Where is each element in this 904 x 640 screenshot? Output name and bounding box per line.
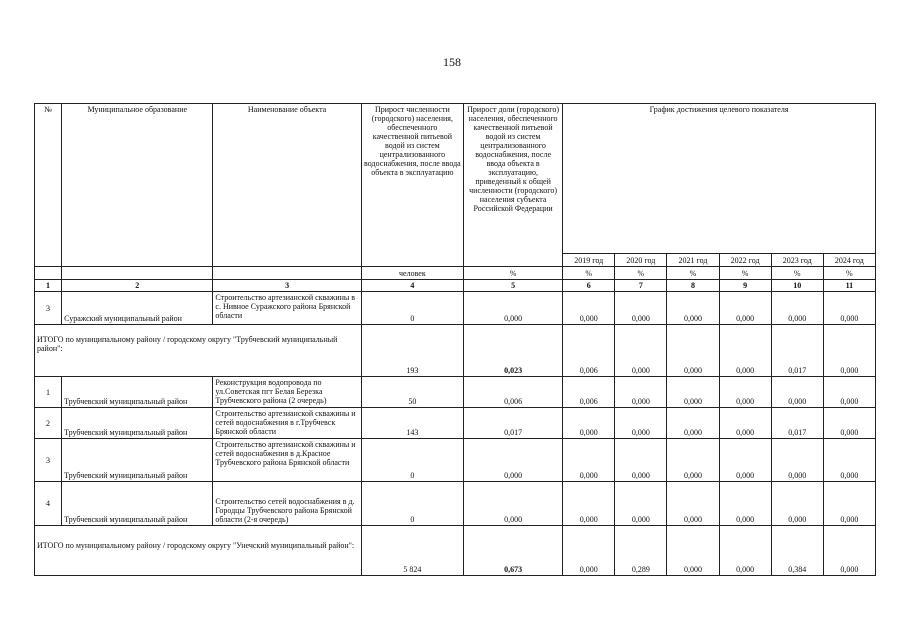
unit-percent: % bbox=[771, 267, 823, 280]
row-municipality: Трубчевский муниципальный район bbox=[62, 482, 213, 526]
row-year-value: 0,000 bbox=[771, 439, 823, 482]
header-municipality: Муниципальное образование bbox=[62, 104, 213, 267]
header-year-2024: 2024 год bbox=[823, 254, 875, 267]
total-row bbox=[35, 325, 876, 377]
row-year-value: 0,000 bbox=[563, 439, 615, 482]
row-people: 0 bbox=[361, 482, 463, 526]
col-index: 5 bbox=[463, 280, 562, 292]
header-year-2020: 2020 год bbox=[615, 254, 667, 267]
row-year-value: 0,000 bbox=[615, 439, 667, 482]
col-index: 11 bbox=[823, 280, 875, 292]
row-year-value: 0,000 bbox=[615, 377, 667, 408]
total-label: ИТОГО по муниципальному району / городскому округу "Трубчевский муниципальный район": bbox=[35, 325, 362, 377]
row-object: Строительство артезианской скважины в с. Нивное Суражского района Брянской области bbox=[213, 292, 361, 325]
row-year-value: 0,000 bbox=[823, 408, 875, 439]
row-num: 2 bbox=[35, 408, 62, 439]
row-year-value: 0,000 bbox=[563, 482, 615, 526]
col-index: 6 bbox=[563, 280, 615, 292]
row-share: 0,000 bbox=[463, 482, 562, 526]
row-year-value: 0,000 bbox=[719, 292, 771, 325]
total-year-value: 0,000 bbox=[667, 325, 719, 377]
row-year-value: 0,000 bbox=[667, 408, 719, 439]
header-schedule: График достижения целевого показателя bbox=[563, 104, 876, 254]
total-year-value: 0,000 bbox=[563, 526, 615, 576]
total-share: 0,023 bbox=[463, 325, 562, 377]
row-year-value: 0,000 bbox=[667, 439, 719, 482]
header-year-2022: 2022 год bbox=[719, 254, 771, 267]
table-row bbox=[35, 377, 876, 408]
col-index: 1 bbox=[35, 280, 62, 292]
total-year-value: 0,000 bbox=[823, 526, 875, 576]
data-table bbox=[34, 103, 876, 576]
row-year-value: 0,000 bbox=[563, 408, 615, 439]
unit-percent: % bbox=[563, 267, 615, 280]
header-year-2019: 2019 год bbox=[563, 254, 615, 267]
row-year-value: 0,000 bbox=[563, 292, 615, 325]
total-year-value: 0,017 bbox=[771, 325, 823, 377]
row-share: 0,006 bbox=[463, 377, 562, 408]
unit-percent: % bbox=[463, 267, 562, 280]
row-year-value: 0,000 bbox=[615, 482, 667, 526]
unit-percent: % bbox=[719, 267, 771, 280]
col-index: 10 bbox=[771, 280, 823, 292]
table-row bbox=[35, 482, 876, 526]
header-population-growth: Прирост численности (городского) населения, обеспеченного качественной питьевой водой из систем централизованного водоснабжения, после ввода объекта в эксплуатацию bbox=[361, 104, 463, 267]
col-index: 3 bbox=[213, 280, 361, 292]
row-object: Строительство сетей водоснабжения в д. Городцы Трубчевского района Брянской области (2-я очередь) bbox=[213, 482, 361, 526]
unit-percent: % bbox=[823, 267, 875, 280]
row-share: 0,017 bbox=[463, 408, 562, 439]
total-row bbox=[35, 526, 876, 576]
row-num: 1 bbox=[35, 377, 62, 408]
row-municipality: Трубчевский муниципальный район bbox=[62, 408, 213, 439]
row-year-value: 0,000 bbox=[823, 482, 875, 526]
row-year-value: 0,017 bbox=[771, 408, 823, 439]
col-index: 7 bbox=[615, 280, 667, 292]
total-label: ИТОГО по муниципальному району / городскому округу "Унечский муниципальный район": bbox=[35, 526, 362, 576]
row-municipality: Суражский муниципальный район bbox=[62, 292, 213, 325]
row-year-value: 0,000 bbox=[823, 292, 875, 325]
row-object: Строительство артезианской скважины и сетей водоснабжения в д.Красное Трубчевского района Брянской области bbox=[213, 439, 361, 482]
total-year-value: 0,384 bbox=[771, 526, 823, 576]
row-year-value: 0,000 bbox=[615, 292, 667, 325]
row-year-value: 0,000 bbox=[719, 408, 771, 439]
total-share: 0,673 bbox=[463, 526, 562, 576]
total-year-value: 0,000 bbox=[823, 325, 875, 377]
row-year-value: 0,000 bbox=[667, 292, 719, 325]
row-year-value: 0,000 bbox=[771, 377, 823, 408]
total-year-value: 0,000 bbox=[719, 526, 771, 576]
row-share: 0,000 bbox=[463, 439, 562, 482]
header-year-2021: 2021 год bbox=[667, 254, 719, 267]
row-people: 0 bbox=[361, 439, 463, 482]
header-object: Наименование объекта bbox=[213, 104, 361, 267]
row-year-value: 0,000 bbox=[771, 292, 823, 325]
row-year-value: 0,000 bbox=[719, 439, 771, 482]
row-year-value: 0,000 bbox=[823, 377, 875, 408]
unit-people: человек bbox=[361, 267, 463, 280]
row-year-value: 0,000 bbox=[615, 408, 667, 439]
header-num: № bbox=[35, 104, 62, 267]
table-row bbox=[35, 439, 876, 482]
col-index: 2 bbox=[62, 280, 213, 292]
total-people: 5 824 bbox=[361, 526, 463, 576]
page-number: 158 bbox=[443, 55, 461, 69]
row-year-value: 0,000 bbox=[667, 377, 719, 408]
row-people: 143 bbox=[361, 408, 463, 439]
row-year-value: 0,000 bbox=[719, 482, 771, 526]
row-year-value: 0,000 bbox=[667, 482, 719, 526]
col-index: 9 bbox=[719, 280, 771, 292]
row-people: 50 bbox=[361, 377, 463, 408]
total-people: 193 bbox=[361, 325, 463, 377]
row-num: 3 bbox=[35, 439, 62, 482]
row-year-value: 0,006 bbox=[563, 377, 615, 408]
row-people: 0 bbox=[361, 292, 463, 325]
header-year-2023: 2023 год bbox=[771, 254, 823, 267]
unit-percent: % bbox=[667, 267, 719, 280]
table-row bbox=[35, 292, 876, 325]
total-year-value: 0,289 bbox=[615, 526, 667, 576]
row-municipality: Трубчевский муниципальный район bbox=[62, 439, 213, 482]
row-share: 0,000 bbox=[463, 292, 562, 325]
row-year-value: 0,000 bbox=[771, 482, 823, 526]
row-num: 4 bbox=[35, 482, 62, 526]
row-num: 3 bbox=[35, 292, 62, 325]
total-year-value: 0,000 bbox=[667, 526, 719, 576]
row-year-value: 0,000 bbox=[719, 377, 771, 408]
total-year-value: 0,000 bbox=[615, 325, 667, 377]
row-municipality: Трубчевский муниципальный район bbox=[62, 377, 213, 408]
table-row bbox=[35, 408, 876, 439]
row-object: Реконструкция водопровода по ул.Советская пгт Белая Березка Трубчевского района (2 очередь) bbox=[213, 377, 361, 408]
header-share-growth: Прирост доли (городского) населения, обеспеченного качественной питьевой водой из систем централизованного водоснабжения, после ввода объекта в эксплуатацию, приведенный к общей численности (городского) населения субъекта Российской Федерации bbox=[463, 104, 562, 267]
unit-percent: % bbox=[615, 267, 667, 280]
row-year-value: 0,000 bbox=[823, 439, 875, 482]
total-year-value: 0,000 bbox=[719, 325, 771, 377]
row-object: Строительство артезианской скважины и сетей водоснабжения в г.Трубчевск Брянской области bbox=[213, 408, 361, 439]
col-index: 8 bbox=[667, 280, 719, 292]
col-index: 4 bbox=[361, 280, 463, 292]
total-year-value: 0,006 bbox=[563, 325, 615, 377]
